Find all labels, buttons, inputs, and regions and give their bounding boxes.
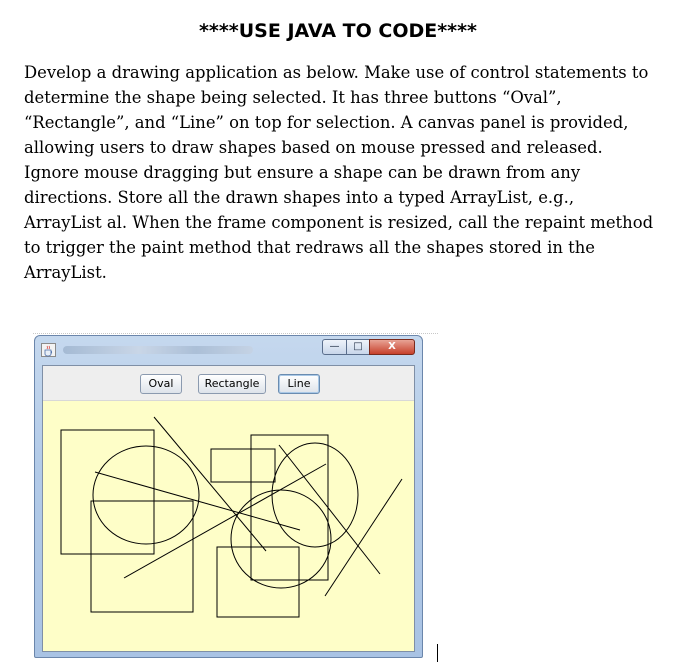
paragraph-line: to trigger the paint method that redraws all the shapes stored in the <box>24 238 595 257</box>
close-button[interactable]: X <box>369 339 415 355</box>
drawn-rectangle <box>61 430 154 554</box>
text-cursor <box>437 644 438 662</box>
drawn-line <box>279 445 380 574</box>
window-title-blurred <box>63 346 253 354</box>
paragraph-line: ArrayList. <box>24 263 107 282</box>
minimize-button[interactable]: — <box>322 339 347 355</box>
drawn-line <box>325 479 402 596</box>
content-pane <box>42 365 415 652</box>
paragraph-line: ArrayList al. When the frame component is resized, call the repaint method <box>24 213 654 232</box>
paragraph-line: determine the shape being selected. It has three buttons “Oval”, <box>24 88 562 107</box>
drawn-oval <box>93 446 199 544</box>
drawing-app-window <box>34 335 423 658</box>
drawn-oval <box>272 443 358 547</box>
line-button[interactable]: Line <box>278 374 320 394</box>
paragraph-line: Develop a drawing application as below. Make use of control statements to <box>24 63 649 82</box>
drawn-rectangle <box>91 501 193 612</box>
page-heading: ****USE JAVA TO CODE**** <box>199 20 477 42</box>
window-titlebar[interactable] <box>35 336 422 364</box>
shape-toolbar <box>43 366 414 401</box>
oval-button[interactable]: Oval <box>140 374 182 394</box>
paragraph-line: Ignore mouse dragging but ensure a shape can be drawn from any <box>24 163 581 182</box>
drawn-rectangle <box>217 547 299 617</box>
drawn-line <box>154 417 266 551</box>
drawing-canvas[interactable] <box>43 400 414 651</box>
paragraph-line: allowing users to draw shapes based on mouse pressed and released. <box>24 138 603 157</box>
maximize-button[interactable]: □ <box>346 339 370 355</box>
rectangle-button[interactable]: Rectangle <box>198 374 266 394</box>
drawn-rectangle <box>251 435 328 580</box>
drawn-rectangle <box>211 449 275 482</box>
drawn-oval <box>231 490 331 588</box>
instructions-paragraph <box>24 60 660 285</box>
paragraph-line: “Rectangle”, and “Line” on top for selection. A canvas panel is provided, <box>24 113 629 132</box>
image-border <box>33 333 438 334</box>
paragraph-line: directions. Store all the drawn shapes into a typed ArrayList, e.g., <box>24 188 575 207</box>
java-cup-icon <box>41 343 56 357</box>
